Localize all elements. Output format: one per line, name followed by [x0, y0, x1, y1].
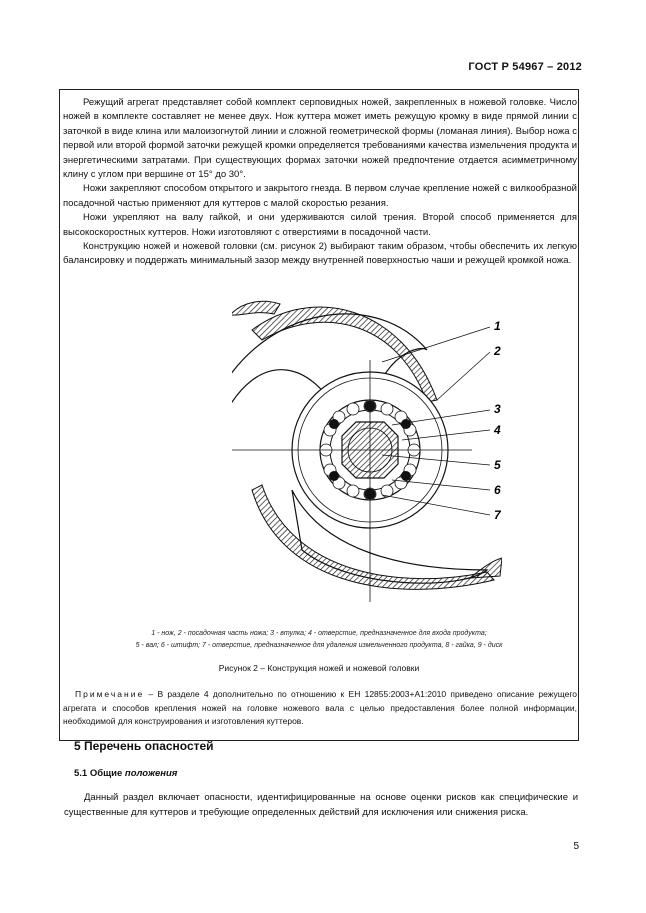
document-header: ГОСТ Р 54967 – 2012 [468, 61, 582, 73]
intro-paragraph: Режущий агрегат представляет собой комплект серповидных ножей, закрепленных в ножевой головке. Число ножей в комплекте составляет не менее двух. Нож куттера может иметь режущую кромку в виде прямой линии с заточкой в виде клина или малоизогнутой линии и сложной геометрической формы (ломаная линия). Выбор ножа с первой или второй формой заточки режущей кромки определяется требованиями качества измельчения продукта и энергетическими затратами. При существующих формах заточки ножей предпочтение отдается асимметричному клину с углом при вершине от 15° до 30°. [63, 97, 577, 181]
figure-label-7: 7 [494, 508, 501, 522]
lower-knife-tip [470, 558, 502, 578]
figure-label-4: 4 [494, 423, 501, 437]
legend-line: 1 - нож, 2 - посадочная часть ножа; 3 - втулка; 4 - отверстие, предназначенное для входа продукта; [151, 630, 487, 637]
figure-label-3: 3 [494, 402, 501, 416]
section-heading: 5 Перечень опасностей [74, 739, 214, 753]
intro-paragraph: Конструкцию ножей и ножевой головки (см. рисунок 2) выбирают таким образом, чтобы обеспечить их легкую балансировку и поддержать минимальный зазор между внутренней поверхностью чаши и режущей кромкой ножа. [63, 241, 577, 267]
note-text: В разделе 4 дополнительно по отношению к ЕН 12855:2003+А1:2010 приведено описание режущего агрегата и способов крепления ножей на головке ножевого вала с целью предоставления более полной информации, необходимой для конструирования и изготовления куттеров. [63, 689, 577, 726]
note-dash: – [144, 689, 158, 699]
figure-label-5: 5 [494, 458, 501, 472]
figure-label-6: 6 [494, 483, 501, 497]
subsection-italic: положения [124, 768, 178, 779]
page-number: 5 [573, 841, 579, 852]
section-paragraph: Данный раздел включает опасности, идентифицированные на основе оценки рисков как специфические и существенные для куттеров и требующие определенных действий для исключения или снижения риска. [64, 792, 578, 818]
note-label: Примечание [75, 689, 145, 699]
subsection-number: 5.1 Общие [74, 768, 125, 779]
figure-legend [60, 628, 578, 651]
intro-paragraph: Ножи закрепляют способом открытого и закрытого гнезда. В первом случае крепление ножей с вилкообразной посадочной частью применяют для куттеров с малой скоростью резания. [63, 183, 577, 209]
legend-line: 5 - вал; 6 - штифт; 7 - отверстие, предназначенное для удаления измельченного продукта, 8 - гайка, 9 - диск [135, 641, 503, 649]
intro-text [63, 96, 577, 269]
note [63, 688, 577, 729]
text-frame [59, 89, 579, 741]
intro-paragraph: Ножи укрепляют на валу гайкой, и они удерживаются силой трения. Второй способ применяется для высокоскоростных куттеров. Ножи изготовляют с отверстиями в посадочной части. [63, 212, 577, 238]
figure-label-2: 2 [494, 344, 501, 358]
figure-caption: Рисунок 2 – Конструкция ножей и ножевой головки [218, 663, 420, 673]
section-body [64, 791, 578, 820]
upper-knife-tip [232, 301, 280, 315]
figure-label-1: 1 [494, 319, 501, 333]
subsection-heading [74, 768, 177, 779]
knife-head-drawing [232, 290, 502, 605]
